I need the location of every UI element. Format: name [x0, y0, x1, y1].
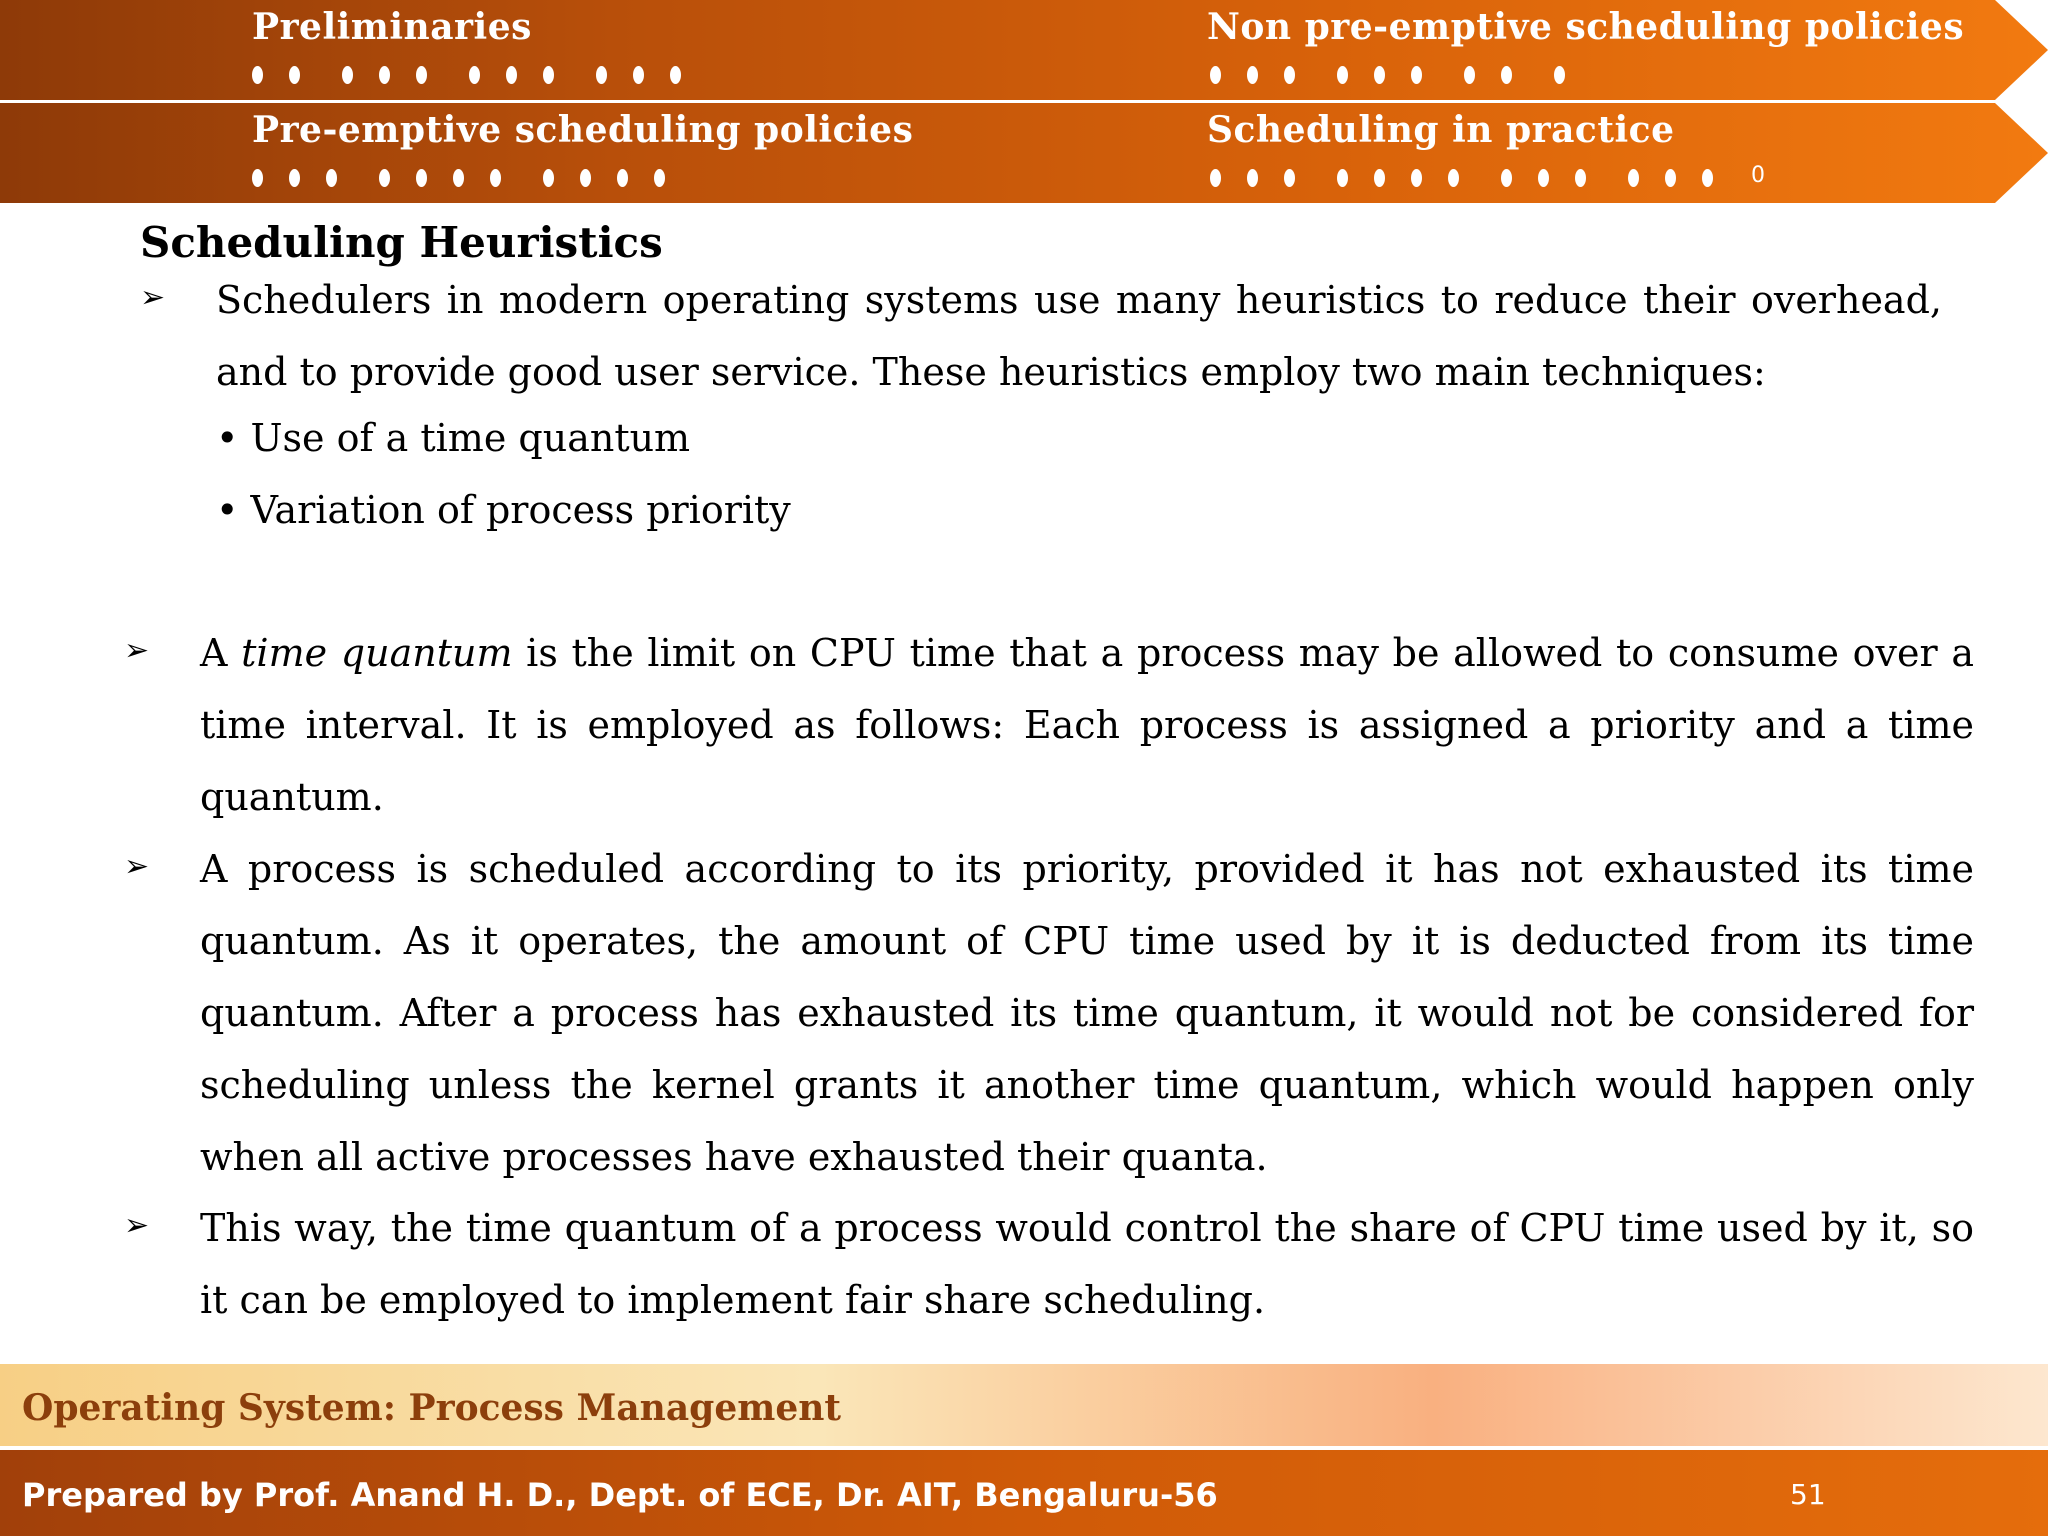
bullet-dot-icon: •	[216, 416, 239, 460]
nav-slide-dot[interactable]	[1374, 169, 1385, 187]
nav-slide-dot[interactable]	[1374, 66, 1385, 84]
nav-slide-dot[interactable]	[1411, 169, 1422, 187]
nav-slide-dot[interactable]	[1284, 66, 1295, 84]
nav-slide-dot[interactable]	[1284, 169, 1295, 187]
nav-slide-dot[interactable]	[1575, 169, 1586, 187]
nav-slide-dot[interactable]	[654, 169, 665, 187]
nav-slide-dot[interactable]	[1538, 169, 1549, 187]
arrow-bullet-icon: ➢	[124, 633, 150, 668]
intro-paragraph: Schedulers in modern operating systems use many heuristics to reduce their overhead, and to provide good user service. These heuristics employ two main techniques:	[216, 278, 1942, 394]
author-credit: Prepared by Prof. Anand H. D., Dept. of ECE, Dr. AIT, Bengaluru-56	[22, 1476, 1218, 1514]
nav-slide-dot[interactable]	[1247, 66, 1258, 84]
arrow-bullet-icon: ➢	[124, 849, 150, 884]
nav-slide-dot[interactable]	[670, 66, 681, 84]
technique-text: Use of a time quantum	[250, 416, 691, 460]
nav-slide-dot[interactable]	[1210, 169, 1221, 187]
course-title: Operating System: Process Management	[22, 1387, 842, 1429]
nav-slide-dot[interactable]	[252, 66, 263, 84]
nav-slide-dot[interactable]	[596, 66, 607, 84]
nav-slide-dot[interactable]	[617, 169, 628, 187]
nav-slide-dot[interactable]	[469, 66, 480, 84]
nav-slide-dot[interactable]	[506, 66, 517, 84]
nav-slide-dot[interactable]	[1628, 169, 1639, 187]
nav-section-preemptive[interactable]: Pre-emptive scheduling policies	[252, 109, 914, 151]
nav-slide-dot[interactable]	[379, 66, 390, 84]
nav-section-scheduling-in-practice[interactable]: Scheduling in practice	[1207, 109, 1675, 151]
arrow-bullet-icon: ➢	[140, 280, 166, 315]
nav-slide-dot[interactable]	[1501, 66, 1512, 84]
nav-slide-dot[interactable]	[1210, 66, 1221, 84]
bullet-dot-icon: •	[216, 488, 239, 532]
nav-slide-dot[interactable]	[1501, 169, 1512, 187]
nav-slide-dot[interactable]	[543, 169, 554, 187]
nav-slide-dot[interactable]	[1464, 66, 1475, 84]
nav-slide-dot[interactable]	[342, 66, 353, 84]
nav-slide-dot[interactable]	[326, 169, 337, 187]
nav-slide-dot[interactable]	[289, 66, 300, 84]
nav-slide-dot[interactable]	[543, 66, 554, 84]
nav-slide-dot[interactable]	[490, 169, 501, 187]
time-quantum-paragraph	[200, 617, 1974, 833]
technique-text: Variation of process priority	[250, 488, 791, 532]
nav-slide-dot[interactable]	[453, 169, 464, 187]
nav-slide-dot[interactable]	[1337, 66, 1348, 84]
priority-paragraph: A process is scheduled according to its priority, provided it has not exhausted its time quantum. As it operates, the amount of CPU time used by it is deducted from its time quantum. After a process has exhausted its time quantum, it would not be considered for scheduling unless the kernel grants it another time quantum, which would happen only when all active processes have exhausted their quanta.	[200, 847, 1974, 1179]
term-emphasis: time quantum	[241, 631, 513, 675]
text-run: A	[200, 631, 242, 675]
nav-slide-dot[interactable]	[1411, 66, 1422, 84]
nav-slide-dot[interactable]	[633, 66, 644, 84]
nav-section-preliminaries[interactable]: Preliminaries	[252, 6, 532, 48]
text-run: is the limit on CPU time that a process may be allowed to consume over a time interval. It is employed as follows: Each process is assigned a priority and a time quantum.	[200, 631, 1974, 819]
nav-section-non-preemptive[interactable]: Non pre-emptive scheduling policies	[1207, 6, 1965, 48]
technique-item	[216, 488, 791, 532]
nav-slide-dot[interactable]	[252, 169, 263, 187]
nav-slide-dot[interactable]	[289, 169, 300, 187]
nav-slide-dot[interactable]	[416, 169, 427, 187]
nav-slide-dot[interactable]	[580, 169, 591, 187]
slide-title: Scheduling Heuristics	[140, 218, 663, 267]
current-slide-marker: 0	[1751, 163, 1765, 188]
nav-slide-dot[interactable]	[379, 169, 390, 187]
nav-slide-dot[interactable]	[1247, 169, 1258, 187]
arrow-bullet-icon: ➢	[124, 1208, 150, 1243]
page-number: 51	[1790, 1478, 1826, 1511]
technique-item	[216, 416, 690, 460]
nav-slide-dot[interactable]	[1554, 66, 1565, 84]
nav-slide-dot[interactable]	[416, 66, 427, 84]
nav-slide-dot[interactable]	[1702, 169, 1713, 187]
fair-share-paragraph: This way, the time quantum of a process would control the share of CPU time used by it, so it can be employed to implement fair share scheduling.	[200, 1206, 1974, 1322]
nav-slide-dot[interactable]	[1665, 169, 1676, 187]
nav-slide-dot[interactable]	[1337, 169, 1348, 187]
nav-slide-dot[interactable]	[1448, 169, 1459, 187]
